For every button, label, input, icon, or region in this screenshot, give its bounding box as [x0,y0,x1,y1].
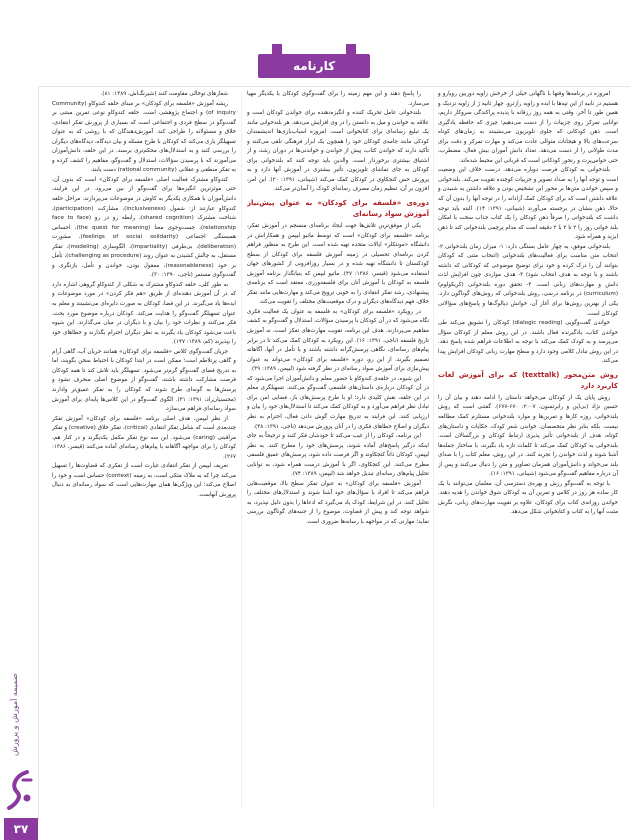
column-divider [241,92,242,808]
side-band [0,86,39,836]
header-band [0,0,630,87]
column-divider [433,92,434,808]
journal-label: ضمیمه آموزش و پرورش [10,673,19,756]
column-middle [247,90,429,810]
paragraph: این برنامه، کودکان را از غیب می‌کند تا خودشان فکر کنند و ترجیحاً به جای اینکه درگیر پاسخ‌های آماده شوند، پرسش‌های خود را مطرح کنند. به نظر لیپمن، کودکان ذاتاً کنجکاوند و اگر فرصت داده شود، پرسش‌های عمیق فلسفی مطرح می‌کنند. این کنجکاوی، اگر با آموزش درست همراه شود، به توانایی تحلیل پیام‌های رسانه‌ای تبدیل خواهد شد (لیپمن، ۱۳۸۹: ۷۴). [247,433,429,478]
paragraph: شعارهای توخالی مقاومت کنند (شیرنگ‌اش، ۱۳۸۹: ۸۱). [100,91,228,97]
paragraph: جریان گفت‌وگوی کلاس «فلسفه برای کودکان» همانند جریان آب، گاهی آرام و گاهی پرتلاطم است؛ ممکن است در ابتدا کودکان با احتیاط سخن بگویند، اما به تدریج فضای گفت‌وگو گرم‌تر می‌شود. تسهیلگر باید تلاش کند تا همه کودکان فرصت مشارکت داشته باشند، گفت‌وگو از موضوع اصلی منحرف نشود و پرسش‌ها به گونه‌ای طرح شوند که کودکان را به تفکر عمیق‌تر وادارند (محسنیان‌راد، ۱۳۹۱: ۴۱). الگوی گفت‌وگو در این کلاس‌ها پایه‌ای برای آموزش سواد رسانه‌ای فراهم می‌سازد. [52,348,236,413]
paragraph: یکی از موفق‌ترین تلاش‌ها جهت ایجاد برنامه‌ای منسجم در آموزش تفکر، برنامه «فلسفه برای کودکان» است که توسط ماتیو لیپمن و همکارانش در دانشگاه «مونتکلر» ایالات متحده تهیه شده است. این طرح به منظور فراهم کردن برنامه‌ای تحصیلی در زمینه آموزش فلسفه برای کودکان از سطح کودکستان تا دانشگاه تهیه شده و در بسیار روزافزونی از کشورهای جهان استفاده می‌شود (قیسر، ۱۳۸۶: ۴۷). ماتیو لیپمن که بنیانگذار برنامه آموزش فلسفه به کودکان با آموزش آنان برای فلسفه‌ورزی، معتقد است که برنامه‌ی پیشنهادی، رشد تفکر انتقادی را به خوبی ترویج می‌کند و مهارت‌هایی مانند تفکر خلاق، فهم دیدگاه‌های دیگران و درک موقعیت‌های مختلف را تقویت می‌کند. [247,223,429,306]
paragraph: به طور کلی، حلقه کندوکاو مشترک به شکلی از کندوکاو گروهی اشاره دارد که در آن آموزش دهنده‌ای از طریق «هم فکر کردن» در مورد موضوعات و ایده‌ها یاد می‌گیرند. در این فضا، کودکان به صورت دایره‌ای می‌نشینند و معلم به عنوان تسهیلگر گفت‌وگو را هدایت می‌کند. کودکان درباره موضوع مورد بحث، فکر می‌کنند و نظرات خود را بیان و با دیگران در میان می‌گذارند. این شیوه باعث می‌شود کودکان یاد بگیرند به نظر دیگران احترام بگذارند و خطاهای خود را بپذیرند (کم، ۱۳۸۹: ۱۴۷). [52,281,236,346]
paragraph: بلندخوانی موفق، به چهار عامل بستگی دارد: ۱- میزان زمان بلندخوانی ۲- انتخاب متن مناسب برای فعالیت‌های بلندخوانی (انتخاب متنی که کودکان بتوانند آن را درک کرده و خود برای توضیح موضوعی که کودکانی که داشته باشند و با توجه به هدف انتخاب شود) ۳- هدف مواردی چون افزایش لذت دانش و مهارت‌های زبانی است. ۴- تحقق دوره بلندخوانی (کریکولوم) (curriculum) در برنامه درسی، روش بلندخوانی که روش‌های گوناگون دارد. یکی از بهترین روش‌ها برای آغاز آن، خوانش دیالوگ‌ها و پاسخ‌های سؤالاتی کودکان است. [438,243,618,317]
section-heading: دوره‌ی «فلسفه برای کودکان» به عنوان پیش‌نیاز آموزش سواد رسانه‌ای [247,199,429,219]
paragraph: بلندخوانی عامل تحریک کننده و انگیزه‌دهنده برای خواندن کودکان است و علاقه به خواندن و میل به دانستن را در وی افزایش می‌دهد. هر بلندخوانی مانند یک تبلیغ رسانه‌ای برای کتابخوانی است. امروزه اسباب‌بازی‌ها اندیشمندان کودکی مانند جامه‌ی کودکان خود را همچون یک ابزار فرهنگی تلقی می‌کنند و تأکید دارند که خواندن کتاب، پیش از خواندن و خواندنی‌ها در دوران رشد، و از اشتیاق بیشتری برخوردار است. والدین باید توجه کنند که بلندخوانی برای کودکان به جای تماشای تلویزیون، تأثیر بیشتری در آموزش آنها دارد و به پرورش حس کنجکاوی در کودکان کمک می‌کند (شیبانی، ۱۳۹۱: ۲۰). این امر، افزون بر آن، تنظیم زمان مصرف رسانه‌ای کودک را آسان‌تر می‌کند. [247,110,429,193]
section-title-tab [258,54,370,78]
tab-notch-left [272,44,282,56]
column-right [438,90,618,810]
paragraph: با توجه به گفت‌وگو رزش و بهره‌ی دسترسی آن، معلمان می‌توانند با یک کار ساده هر روز در کلاس و تمرین آن به کودکان شوق خواندن را هدیه دهند. خواندن روزانه‌ی کتاب برای کودکان، علاوه بر تقویت مهارت‌های زبانی، نگرش مثبت آنها را به کتاب و کتابخوانی شکل می‌دهد. [438,480,618,516]
paragraph: را پاسخ دهند و این مهم زمینه را برای گفت‌وگوی کودکان با یکدیگر مهیا می‌سازد. [247,91,429,107]
journal-logo [4,766,36,814]
paragraph: کندوکاو مشترک فعالیت اصلی «فلسفه برای کودکان» است که بدون آن، حتی موثرترین انگیزه‌ها برای گفت‌وگو از بین می‌رود. در این فرایند، دانش‌آموزان با همکاری یکدیگر به کاوش در موضوعات می‌پردازند. مراحل حلقه کندوکاو عبارتند از: شمول (inclusiveness)، مشارکت (participation)، شناخت مشترک (shared cognition)، رابطه رو در رو (face to face relationship)، جست‌وجوی معنا (the quest for meaning)، احساس همبستگی اجتماعی (feelings of social solidarity)، مشورت (deliberation)، بی‌طرفی (impartiality)، الگوسازی (modeling)، تفکر مستقل، به چالش کشیدن به عنوان روند (challenging as procedure)، تأمل بر خود (reasonableness)، معقول بودن، خواندن و تأمل، بازنگری و گفت‌وگوی مستمر (ناجی، ۱۳۹۰: ۳۰). [52,176,236,279]
paragraph: از نظر لیپمن، هدف اصلی برنامه «فلسفه برای کودکان» آموزش تفکر چندبعدی است که شامل تفکر انتقادی (critical)، تفکر خلاق (creative) و تفکر مراقبتی (caring) می‌شود. این سه نوع تفکر مکمل یکدیگرند و در کنار هم، کودکان را برای مواجهه آگاهانه با پیام‌های رسانه‌ای آماده می‌کنند (قیسر، ۱۳۸۶: ۲۶۷). [52,415,236,460]
paragraph: تعریف لیپمن از تفکر انتقادی عبارت است از تفکری که قضاوت‌ها را تسهیل می‌کند چرا که به ملاک متکی است، به زمینه (context) حساس است و خود را اصلاح می‌کند؛ این ویژگی‌ها همان مهارت‌هایی است که سواد رسانه‌ای به دنبال پرورش آنهاست. [52,463,236,498]
paragraph: خواندن گفت‌وگویی (dialogic reading) کودکان را تشویق می‌کند طی خواندن کتاب، یادگیرنده فعال باشند. در این روش معلم از کودکان سؤال می‌پرسد و به کودک کمک می‌کند با توجه به اطلاعات فراهم شده پاسخ دهد. در این روش تبادل کلامی وجود دارد و سطح مهارت زبانی کودکان افزایش پیدا می‌کند. [438,320,618,365]
paragraph: در رویکرد «فلسفه برای کودکان» به فلسفه به عنوان یک فعالیت فکری نگاه می‌شود که در آن کودکان با پرسیدن سؤالات، استدلال و گفت‌وگو به کشف مفاهیم می‌پردازند. هدف این برنامه، تقویت مهارت‌های تفکر است، نه آموزش تاریخ فلسفه (ناجی، ۱۳۹۱: ۱۶). این رویکرد به کودکان کمک می‌کند تا در برابر پیام‌های رسانه‌ای، نگاهی پرسش‌گرانه داشته باشند و با تأمل در آنها، آگاهانه تصمیم بگیرند. از این رو، دوره «فلسفه برای کودکان» می‌تواند به عنوان پیش‌نیازی برای آموزش سواد رسانه‌ای در نظر گرفته شود (لیپمن، ۱۳۸۹: ۳۹). [247,308,429,373]
paragraph: ریشه آموزش «فلسفه برای کودکان» بر مبنای حلقه کندوکاو (Community of inquiry) و اجتماع پژوهشی است. حلقه کندوکاو نوعی تمرین مبتنی بر گفت‌وگو در سطح فردی و اجتماعی است که بسیاری از پرورش تفکر انتقادی، خلاق و مسئولانه را طراحی کند. آموزش‌دهندگان که با روشی که به عنوان تسهیلگر یاری می‌کند که کودکان با طرح مسئله و بیان دیدگاه، دیدگاه‌های دیگران را بررسی کنند و به استدلال‌های محکم‌تری برسند. در این حلقه، دانش‌آموزان می‌آموزند که با پرسیدن سؤالات، استدلال و گفت‌وگو، مفاهیم را کشف کرده و به تفکر منطقی و عقلانی (rational community) دست یابند. [52,100,236,174]
paragraph: این شیوه، در حلقه‌ی کندوکاو با حضور معلم و دانش‌آموزان اجرا می‌شود که در آن کودکان درباره‌ی داستان‌های فلسفی گفت‌وگو می‌کنند. تسهیلگری معلم در این حلقه، نقش کلیدی دارد؛ او با طرح پرسش‌های باز، فضایی امن برای تبادل نظر فراهم می‌آورد و به کودکان کمک می‌کند تا استدلال‌های خود را بیان و ارزیابی کنند. این فرایند به تدریج مهارت گوش دادن فعال، احترام به نظر دیگران و اصلاح خطاهای فکری را در آنان پرورش می‌دهد (ناجی، ۱۳۹۱: ۴۸). [247,375,429,430]
section-title: کارنامه [292,59,336,73]
journal-logo-icon [5,768,35,812]
paragraph: روش پایان یک از کودکان می‌خواهد داستان را ادامه دهند و بیان آن را حسین نژاد (بی‌این و رابرتسون، ۲۰۰۷: ۶۷۰-۶۷۷). گفتنی است که روش بلندخوانی، روزه کارها و تمرین‌ها و موارد بلندخوانی مستلزم کمک مطالعه نیست. بلکه بنابر نظر متخصصان، خواندن شعر کودک، حکایات و داستان‌های کوتاه، هدف از بلندخوانی تأثیر پذیری ارتباط کودکان و بزرگسالان است. بلندخوانی به کودکان کمک می‌کند تا کلمات تازه یاد بگیرند، با ساختار جمله‌ها آشنا شوند و لذت خواندن را تجربه کنند. در این روش، معلم کتاب را با صدای بلند می‌خواند و دانش‌آموزان همزمان تصاویر و متن را دنبال می‌کنند و پس از آن درباره مفاهیم گفت‌وگو می‌شود (شیبانی، ۱۳۹۱: ۱۶). [438,394,618,478]
column-left [52,90,236,810]
tab-notch-right [346,44,356,56]
paragraph: آموزش «فلسفه برای کودکان» به عنوان تفکر سطح بالا، موقعیت‌هایی فراهم می‌کند تا افراد با سؤال‌های خود آشنا شوند و استدلال‌های مختلف را تحلیل کنند. در این شرایط، کودک یاد می‌گیرد که ادعاها را بدون دلیل نپذیرد، به شواهد توجه کند و پیش از قضاوت، موضوع را از جنبه‌های گوناگون بررسی نماید؛ مهارتی که در مواجهه با رسانه‌ها ضروری است. [247,480,429,525]
paragraph: امروزه در برنامه‌ها وقتها با ناگهانی خیلی از خرخش زاویه دوربین رویارو و هستیم در تابیه از این تپه‌ها با ایده و زاویه رازترو. چهار ثانیه ژ از زاویه نزدیک و همین طور تا آخر. وقتی به همه روز رزقانه با پدیده پراکندگی سروکار داریم، توانایی تمرکز روی جزییات را از دست می‌دهیم؛ چیزی که حافظه یادگیری است. ذهن کودکانی که جلوی تلویزیون می‌نشینند به زمان‌های کوتاه سرعت‌های بالا و هیجانات متوالی عادت می‌کند و مهارت تمرکز و دقت برای مدت طولانی را از دست می‌دهد. تعداد دانش آموزان بیش فعال، مضطرب، حتی حواس‌پرت و رنجور کودکانی است که قربانی این محیط شده‌اند. [438,91,618,164]
section-heading: روش متن‌محور (texttalk) که برای آموزش لغات کاربرد دارد [438,370,618,390]
paragraph: بلندخوانی به کودکان فرصت دوباره می‌دهد. درست خلاف این وضعیت است و توجه آنها را به صداد تصویر و جزییات کوچنده تقویت می‌کند. بلندخوانی و سپس خواندن متن‌ها بر محور این تشخیص بودن و علاقه داشتن به شنیدن و علاقه داشتن است که برای کودکان کمک آزادانه را در توجه آنها را بدون آن که حالا، ذهن بنشان در برجسته می‌آورند (شیبانی، ۱۳۹۱: ۱۴). البته باید توجه داشت که بلندخوانی را صرفاً ذهن کودکان را یک کتاب جذاب سخت با امکان بلند خوانی روز را ۲ تا ۲ با ۲ دقیقه است که مدام پرچمی بلندخوانی کند تا ذهن ایزید و همراه شود. [438,167,618,241]
page-number: ۳۷ [4,818,38,840]
